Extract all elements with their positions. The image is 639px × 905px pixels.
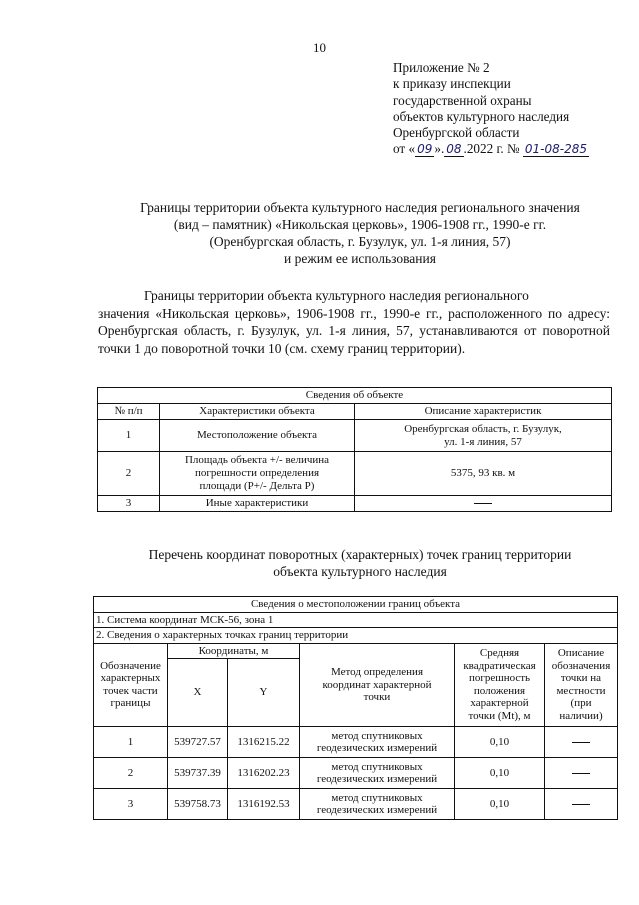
cell-line: ул. 1-я линия, 57 [444,435,522,448]
cell-line: границы [110,697,151,710]
cell-line: Описание [557,647,605,660]
cell-line: Метод определения [330,666,424,678]
cell-line: площади (P+/- Дельта P) [199,480,315,492]
table-row [94,727,618,758]
appendix-line: объектов культурного наследия [393,108,570,124]
description-cell [545,758,618,789]
appendix-block [393,60,633,158]
description-cell [545,727,618,758]
header-x: X [168,659,228,727]
table-cell: 3 [98,496,160,512]
coord-x: 539758.73 [168,789,228,820]
page-number: 10 [313,40,326,55]
cell-line: характерных [100,672,161,685]
table-header: № п/п [98,404,160,420]
point-number: 3 [94,789,168,820]
error-cell: 0,10 [455,789,545,820]
date-prefix: от « [393,141,416,157]
table-cell: 2 [98,452,160,496]
cell-line: погрешность [468,672,531,685]
coord-x: 539737.39 [168,758,228,789]
date-month: 08 [446,142,462,157]
paragraph-first-line: Границы территории объекта культурного наследия регионального [144,288,529,303]
date-sep: ». [434,141,445,157]
heading-line: (Оренбургская область, г. Бузулук, ул. 1-я линия, 57) [209,234,511,249]
error-cell: 0,10 [455,758,545,789]
cell-line: метод спутниковых [331,791,423,804]
description-cell [545,789,618,820]
point-number: 2 [94,758,168,789]
cell-line: геодезических измерений [316,773,438,785]
cell-line: геодезических измерений [316,742,438,754]
table-row [94,758,618,789]
cell-line: точки на [560,672,602,685]
table-cell [160,452,355,496]
cell-line: точки (Mt), м [468,709,531,722]
cell-line: положения [473,684,526,697]
cell-line: квадратическая [463,659,536,672]
table-cell [355,496,612,512]
cell-line: метод спутниковых [331,760,423,773]
dash-mark [572,742,590,743]
method-cell [300,727,455,758]
cell-line: точек части [103,684,158,697]
cell-line: Оренбургская область, г. Бузулук, [404,422,562,435]
cell-line: (при [570,697,592,710]
table-cell: 5375, 93 кв. м [355,452,612,496]
appendix-line: государственной охраны [393,92,532,108]
cell-line: характерной [470,697,529,710]
date-day: 09 [417,142,433,157]
table-row [94,789,618,820]
section-heading [100,546,620,580]
error-cell: 0,10 [455,727,545,758]
cell-line: обозначения [551,659,611,672]
cell-line: Обозначение [100,659,161,672]
coord-x: 539727.57 [168,727,228,758]
cell-line: геодезических измерений [316,804,438,816]
cell-line: точки [363,691,391,703]
heading-line: объекта культурного наследия [273,564,447,579]
table-cell: 1 [98,420,160,452]
appendix-line: Оренбургской области [393,125,520,141]
header-y: Y [228,659,300,727]
points-info-row: 2. Сведения о характерных точках границ территории [94,628,618,644]
method-cell [300,758,455,789]
coord-y: 1316202.23 [228,758,300,789]
date-year: .2022 г. № [463,141,520,157]
appendix-line: Приложение № 2 [393,60,490,75]
header-method [300,643,455,727]
table-header: Характеристики объекта [160,404,355,420]
coord-y: 1316192.53 [228,789,300,820]
dash-mark [572,804,590,805]
heading-line: (вид – памятник) «Никольская церковь», 1906-1908 гг., 1990-е гг. [173,217,547,232]
point-number: 1 [94,727,168,758]
cell-line: метод спутниковых [331,729,423,742]
header-coordinates: Координаты, м [168,643,300,659]
table-cell: Иные характеристики [160,496,355,512]
body-paragraph [98,287,610,357]
cell-line: Средняя [479,647,520,660]
dash-mark [474,503,492,504]
table-cell [355,420,612,452]
cell-line: Площадь объекта +/- величина [184,454,330,466]
table-cell: Местоположение объекта [160,420,355,452]
appendix-date-line [393,141,633,157]
coord-system-row: 1. Система координат МСК-56, зона 1 [94,612,618,628]
coord-y: 1316215.22 [228,727,300,758]
heading-line: Границы территории объекта культурного наследия регионального значения [140,200,580,215]
header-description [545,643,618,727]
document-heading [100,199,620,267]
paragraph-rest: значения «Никольская церковь», 1906-1908 гг., 1990-е гг., расположенного по адресу: Оренбургская область, г. Бузулук, ул. 1-я линия, 57, устанавливаются от поворотной точки 1 до поворотной точки 10 (см. схему границ территории). [98,305,610,356]
object-info-table [97,387,612,512]
appendix-line: к приказу инспекции [393,76,511,92]
cell-line: погрешности определения [194,467,320,479]
heading-line: и режим ее использования [284,251,436,266]
order-number: 01-08-285 [524,142,588,157]
cell-line: местности [556,684,606,697]
header-error [455,643,545,727]
table-title: Сведения о местоположении границ объекта [94,597,618,613]
dash-mark [572,773,590,774]
cell-line: координат характерной [322,678,432,691]
method-cell [300,789,455,820]
cell-line: наличии) [559,709,603,722]
header-point [94,643,168,727]
table-header: Описание характеристик [355,404,612,420]
heading-line: Перечень координат поворотных (характерных) точек границ территории [148,547,572,562]
table-title: Сведения об объекте [98,388,612,404]
coordinates-table [93,596,618,820]
